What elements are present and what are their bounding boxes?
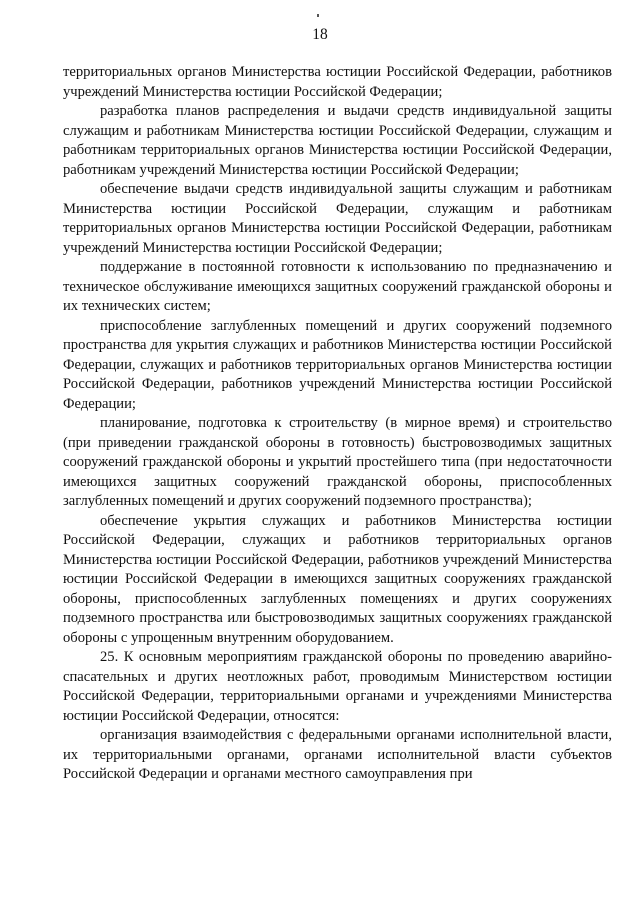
scan-mark	[317, 14, 319, 17]
paragraph-sheltering-staff: обеспечение укрытия служащих и работников Министерства юстиции Российской Федерации, служащих и работников территориальных органов Министерства юстиции Российской Федерации, работников учреждений Министерства юстиции Российской Федерации в имеющихся защитных сооружениях гражданской обороны, приспособленных заглубленных помещениях и других сооружениях подземного пространства или быстровозводимых защитных сооружениях гражданской обороны с упрощенным внутренним оборудованием.	[63, 512, 612, 646]
paragraph-continuation: территориальных органов Министерства юстиции Российской Федерации, работников учреждений Министерства юстиции Российской Федерации;	[63, 64, 612, 100]
document-body	[63, 63, 612, 785]
paragraph-interaction-organization: организация взаимодействия с федеральными органами исполнительной власти, их территориальными органами, органами исполнительной власти субъектов Российской Федерации и органами местного самоуправления при	[63, 727, 612, 782]
paragraph-underground-adaptation: приспособление заглубленных помещений и других сооружений подземного пространства для укрытия служащих и работников Министерства юстиции Российской Федерации, служащих и работников территориальных органов Министерства юстиции Российской Федерации, работников учреждений Министерства юстиции Российской Федерации;	[63, 317, 612, 412]
page-number: 18	[312, 26, 328, 43]
paragraph-ppe-distribution-plans: разработка планов распределения и выдачи средств индивидуальной защиты служащим и работникам Министерства юстиции Российской Федерации, служащим и работникам территориальных органов Министерства юстиции Российской Федерации, работникам учреждений Министерства юстиции Российской Федерации;	[63, 103, 612, 178]
paragraph-shelter-readiness: поддержание в постоянной готовности к использованию по предназначению и техническое обслуживание имеющихся защитных сооружений гражданской обороны и их технических систем;	[63, 259, 612, 314]
paragraph-shelter-construction: планирование, подготовка к строительству (в мирное время) и строительство (при приведении гражданской обороны в готовность) быстровозводимых защитных сооружений гражданской обороны и укрытий простейшего типа (при недостаточности имеющихся защитных сооружений гражданской обороны, приспособленных заглубленных помещений и других сооружений подземного пространства);	[63, 415, 612, 509]
paragraph-item-25: 25. К основным мероприятиям гражданской обороны по проведению аварийно-спасательных и других неотложных работ, проводимым Министерством юстиции Российской Федерации, территориальными органами и учреждениями Министерства юстиции Российской Федерации, относятся:	[63, 649, 612, 724]
paragraph-ppe-issuance: обеспечение выдачи средств индивидуальной защиты служащим и работникам Министерства юстиции Российской Федерации, служащим и работникам территориальных органов Министерства юстиции Российской Федерации, работникам учреждений Министерства юстиции Российской Федерации;	[63, 181, 612, 256]
